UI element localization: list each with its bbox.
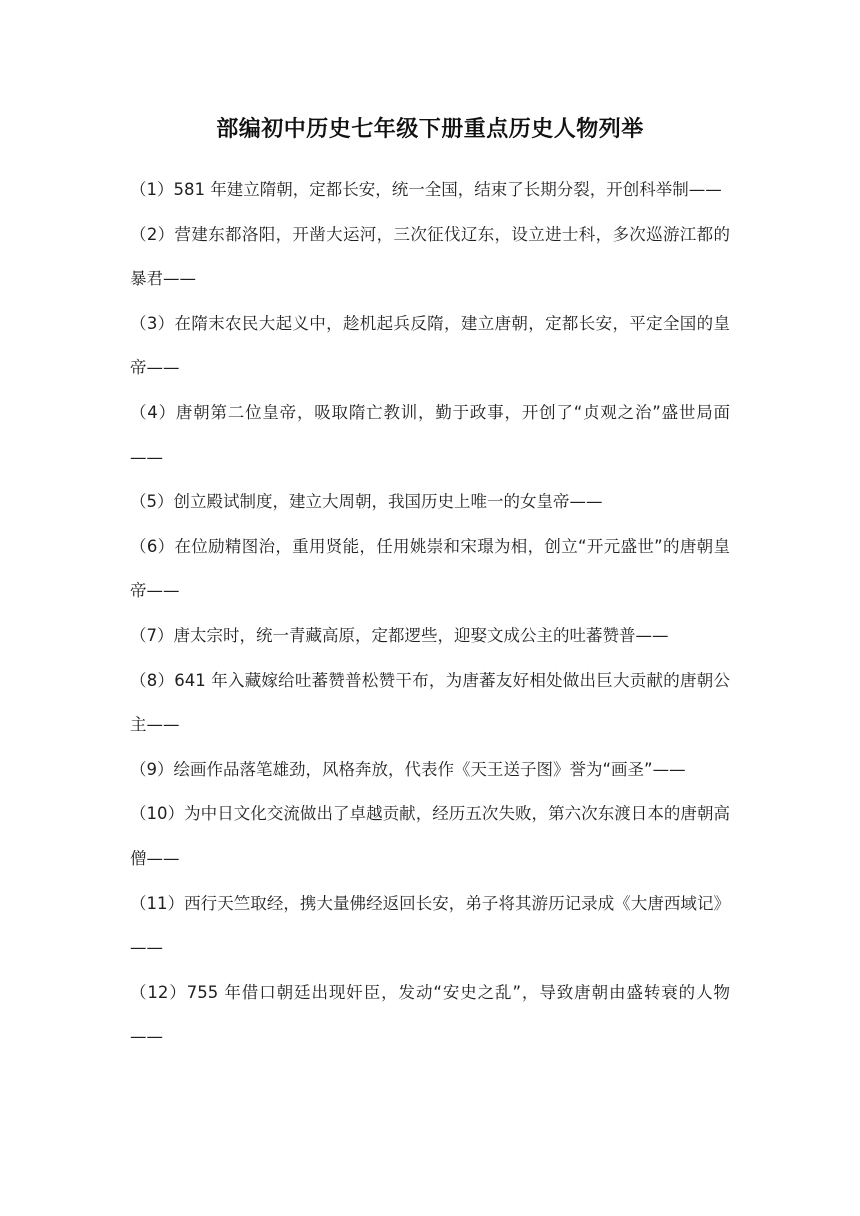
list-item: （12）755 年借口朝廷出现奸臣，发动“安史之乱”，导致唐朝由盛转衰的人物—— [130, 982, 730, 1047]
list-item: （8）641 年入藏嫁给吐蕃赞普松赞干布，为唐蕃友好相处做出巨大贡献的唐朝公主—— [130, 670, 730, 735]
list-item: （9）绘画作品落笔雄劲，风格奔放，代表作《天王送子图》誉为“画圣”—— [130, 759, 686, 779]
document-title: 部编初中历史七年级下册重点历史人物列举 [216, 117, 644, 142]
list-item: （4）唐朝第二位皇帝，吸取隋亡教训，勤于政事，开创了“贞观之治”盛世局面—— [130, 402, 730, 467]
list-item: （6）在位励精图治，重用贤能，任用姚崇和宋璟为相，创立“开元盛世”的唐朝皇帝—— [130, 536, 730, 601]
list-item: （5）创立殿试制度，建立大周朝，我国历史上唯一的女皇帝—— [130, 492, 603, 512]
list-item: （1）581 年建立隋朝，定都长安，统一全国，结束了长期分裂，开创科举制—— [130, 180, 722, 199]
list-item: （3）在隋末农民大起义中，趁机起兵反隋，建立唐朝，定都长安，平定全国的皇帝—— [130, 313, 730, 378]
list-item: （2）营建东都洛阳，开凿大运河，三次征伐辽东，设立进士科，多次巡游江都的暴君—— [130, 224, 730, 289]
list-item: （10）为中日文化交流做出了卓越贡献，经历五次失败，第六次东渡日本的唐朝高僧—— [130, 804, 730, 868]
list-item: （11）西行天竺取经，携大量佛经返回长安，弟子将其游历记录成《大唐西域记》—— [130, 893, 730, 958]
list-item: （7）唐太宗时，统一青藏高原，定都逻些，迎娶文成公主的吐蕃赞普—— [130, 625, 669, 645]
item-list [130, 168, 730, 1060]
